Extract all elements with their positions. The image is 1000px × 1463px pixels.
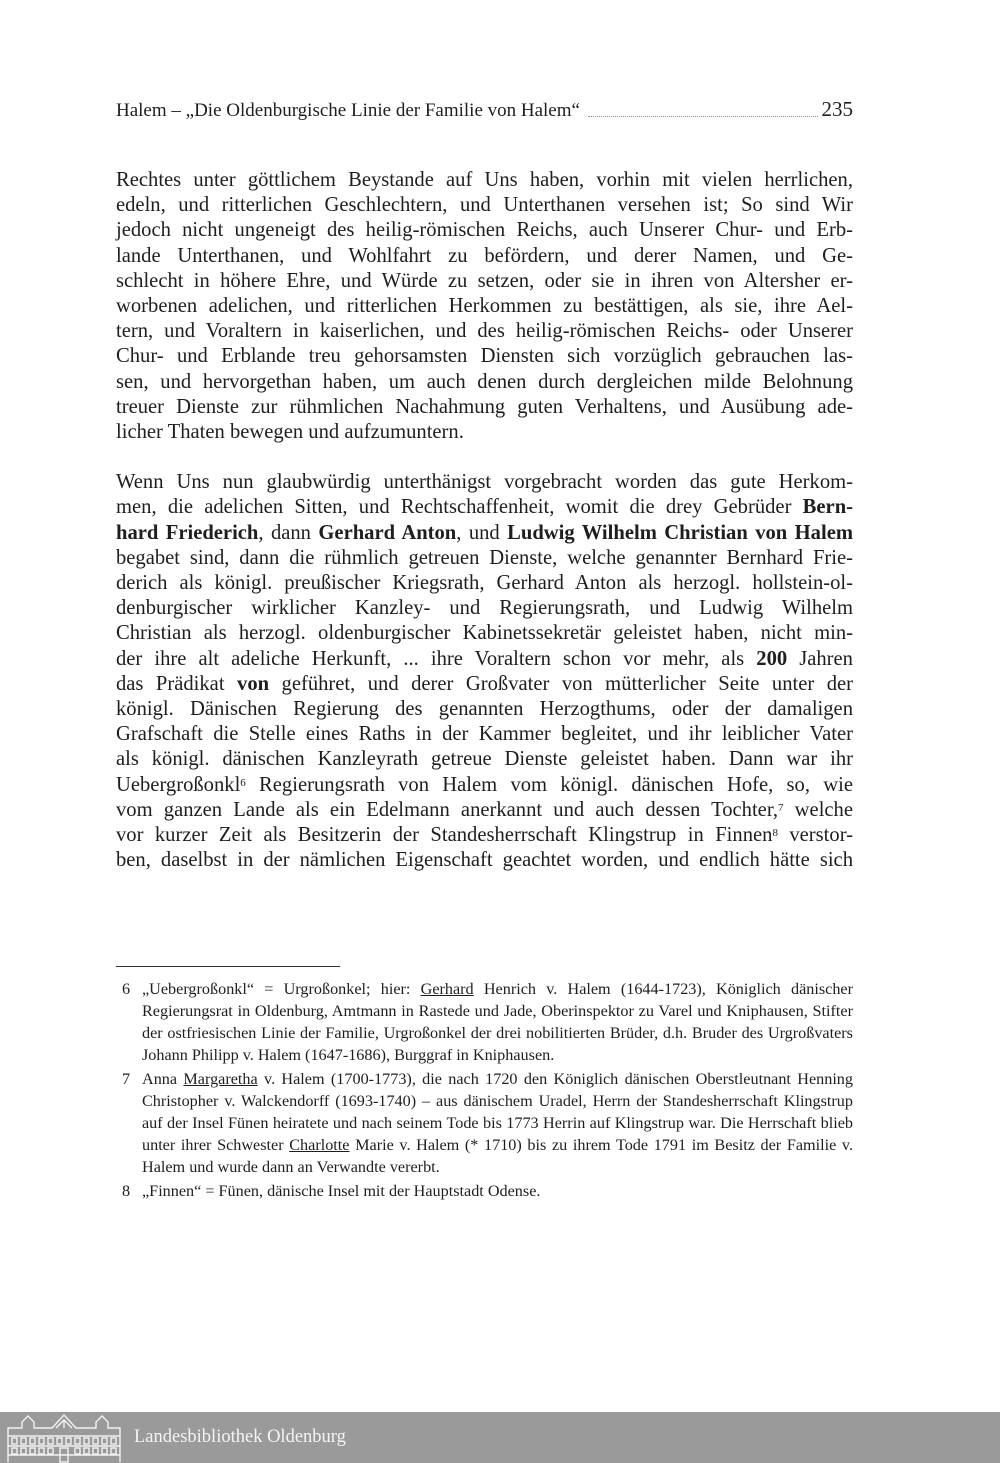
- footnote-number: 6: [122, 980, 131, 998]
- text-line: derich als königl. preußischer Kriegsrath, Gerhard Anton als herzogl. hollstein-ol-: [116, 572, 853, 595]
- underlined-name: Gerhard: [420, 980, 474, 998]
- text-line: [116, 495, 853, 520]
- bold-word: von: [237, 672, 270, 695]
- page-number: 235: [821, 97, 853, 121]
- footnote-ref-8[interactable]: 8: [772, 827, 778, 840]
- library-building-icon: [4, 1412, 124, 1463]
- text-span: men, die adelichen Sitten, und Rechtschaffenheit, womit die drey Gebrüder: [116, 496, 803, 519]
- text-span: Marie v. Halem (* 1710) bis zu ihrem Tode 1791 im Besitz der Familie v. Halem und wurde dann an Verwandte vererbt.: [142, 1136, 853, 1176]
- text-line: [116, 521, 853, 546]
- text-line: begabet sind, dann die rühmlich getreuen Dienste, welche genannter Bernhard Frie-: [116, 546, 853, 569]
- text-line: Rechtes unter göttlichem Beystande auf Uns haben, vorhin mit vielen herrlichen,: [116, 169, 853, 191]
- text-line: schlecht in höhere Ehre, und Würde zu setzen, oder sie in ihren von Altersher er-: [116, 269, 853, 292]
- text-line: [116, 647, 853, 672]
- text-span: das Prädikat: [116, 672, 238, 695]
- header-rule: [588, 116, 818, 117]
- text-span: vor kurzer Zeit als Besitzerin der Standesherrschaft Klingstrup in Finnen: [116, 824, 773, 847]
- main-text: [116, 168, 853, 873]
- footnote-text: [142, 1068, 853, 1178]
- text-span: Henrich v. Halem (1644-1723), Königlich dänischer Regierungsrat in Oldenburg, Amtmann in Rastede und Jade, Oberinspektor zu Varel und Kniphausen, Stifter der ostfriesischen Linie der Familie, Urgroßonkel der drei nobilitierten Brüder, d.h. Bruder des Urgroßvaters Johann Philipp v. Halem (1647-1686), Burggraf in Kniphausen.: [142, 980, 853, 1064]
- footnote-number: 8: [122, 1182, 131, 1200]
- text-line: licher Thaten bewegen und aufzumuntern.: [116, 421, 464, 444]
- footnote-7: [116, 1068, 853, 1178]
- text-span: Jahren: [787, 647, 853, 670]
- bold-number: 200: [756, 647, 788, 670]
- text-line: Wenn Uns nun glaubwürdig unterthänigst vorgebracht worden das gute Herkom-: [116, 471, 853, 494]
- text-line: Grafschaft die Stelle eines Raths in der Kammer begleitet, und ihr leiblicher Vater: [116, 723, 853, 746]
- paragraph-2: [116, 470, 853, 873]
- text-line: [116, 798, 853, 823]
- footnote-ref-6[interactable]: 6: [240, 776, 246, 789]
- footnote-8: [116, 1180, 853, 1202]
- underlined-name: Charlotte: [289, 1136, 350, 1154]
- text-line: jedoch nicht ungeneigt des heilig-römischen Reichs, auch Unserer Chur- und Erb-: [116, 219, 853, 242]
- bold-name: hard Friederich: [116, 521, 259, 544]
- text-span: Regierungsrath von Halem vom königl. dänischen Hofe, so, wie: [245, 773, 853, 796]
- text-line: Chur- und Erblande treu gehorsamsten Diensten sich vorzüglich gebrauchen las-: [116, 345, 853, 368]
- library-name: Landesbibliothek Oldenburg: [134, 1427, 346, 1447]
- text-span: Anna: [142, 1070, 184, 1088]
- text-line: Christian als herzogl. oldenburgischer Kabinetssekretär geleistet haben, nicht min-: [116, 622, 853, 645]
- text-line: als königl. dänischen Kanzleyrath getreue Dienste geleistet haben. Dann war ihr: [116, 748, 853, 771]
- text-line: treuer Dienste zur rühmlichen Nachahmung guten Verhaltens, und Ausübung ade-: [116, 395, 853, 418]
- text-span: , und: [456, 521, 508, 544]
- footnote-ref-7[interactable]: 7: [778, 801, 784, 814]
- footnote-text: [142, 978, 853, 1066]
- footnote-number: 7: [122, 1070, 131, 1088]
- underlined-name: Margaretha: [183, 1070, 258, 1088]
- footnote-6: [116, 978, 853, 1066]
- text-span: „Uebergroßonkl“ = Urgroßonkel; hier:: [142, 980, 421, 998]
- running-header: [116, 92, 853, 122]
- footnote-text: „Finnen“ = Fünen, dänische Insel mit der Hauptstadt Odense.: [142, 1182, 541, 1200]
- text-span: vom ganzen Lande als ein Edelmann anerkannt und auch dessen Tochter,: [116, 798, 779, 821]
- text-line: tern, und Voraltern in kaiserlichen, und des heilig-römischen Reichs- oder Unserer: [116, 320, 853, 343]
- text-span: welche: [783, 798, 853, 821]
- text-line: königl. Dänischen Regierung des genannten Herzogthums, oder der damaligen: [116, 698, 853, 721]
- bold-name: Ludwig Wilhelm Christian von Halem: [507, 521, 853, 544]
- text-line: sen, und hervorgethan haben, um auch denen durch dergleichen milde Belohnung: [116, 370, 853, 393]
- text-span: verstor-: [777, 824, 853, 847]
- bold-name: Bern-: [802, 496, 853, 519]
- text-line: edeln, und ritterlichen Geschlechtern, und Unterthanen versehen ist; So sind Wir: [116, 194, 853, 217]
- text-span: geführet, und derer Großvater von mütterlicher Seite unter der: [269, 672, 853, 695]
- text-line: lande Unterthanen, und Wohlfahrt zu befördern, und derer Namen, und Ge-: [116, 244, 853, 267]
- text-span: der ihre alt adeliche Herkunft, ... ihre Voraltern schon vor mehr, als: [116, 647, 757, 670]
- text-line: [116, 672, 853, 697]
- text-line: denburgischer wirklicher Kanzley- und Regierungsrath, und Ludwig Wilhelm: [116, 597, 853, 620]
- text-line: [116, 823, 853, 848]
- library-footer: [0, 1412, 1000, 1463]
- text-span: v. Halem (1700-1773), die nach 1720 den Königlich dänischen Oberstleutnant Henning Christopher v. Walckendorff (1693-1740) – aus dänischem Uradel, Herrn der Standesherrschaft Klingstrup auf der Insel Fünen heiratete und nach seinem Tode bis 1773 Herrin auf Klingstrup war. Die Herrschaft blieb unter ihrer Schwester: [142, 1070, 853, 1154]
- text-line: [116, 773, 853, 798]
- text-span: Uebergroßonkl: [116, 773, 241, 796]
- paragraph-1: [116, 168, 853, 445]
- text-span: , dann: [258, 521, 319, 544]
- text-line: ben, daselbst in der nämlichen Eigenschaft geachtet worden, und endlich hätte sich: [116, 849, 853, 872]
- text-line: worbenen adelichen, und ritterlichen Herkommen zu bestättigen, als sie, ihre Ael-: [116, 295, 853, 318]
- footnotes: [116, 978, 853, 1204]
- running-title: Halem – „Die Oldenburgische Linie der Familie von Halem“: [116, 100, 580, 121]
- bold-name: Gerhard Anton: [318, 521, 457, 544]
- footnote-divider: [116, 966, 340, 967]
